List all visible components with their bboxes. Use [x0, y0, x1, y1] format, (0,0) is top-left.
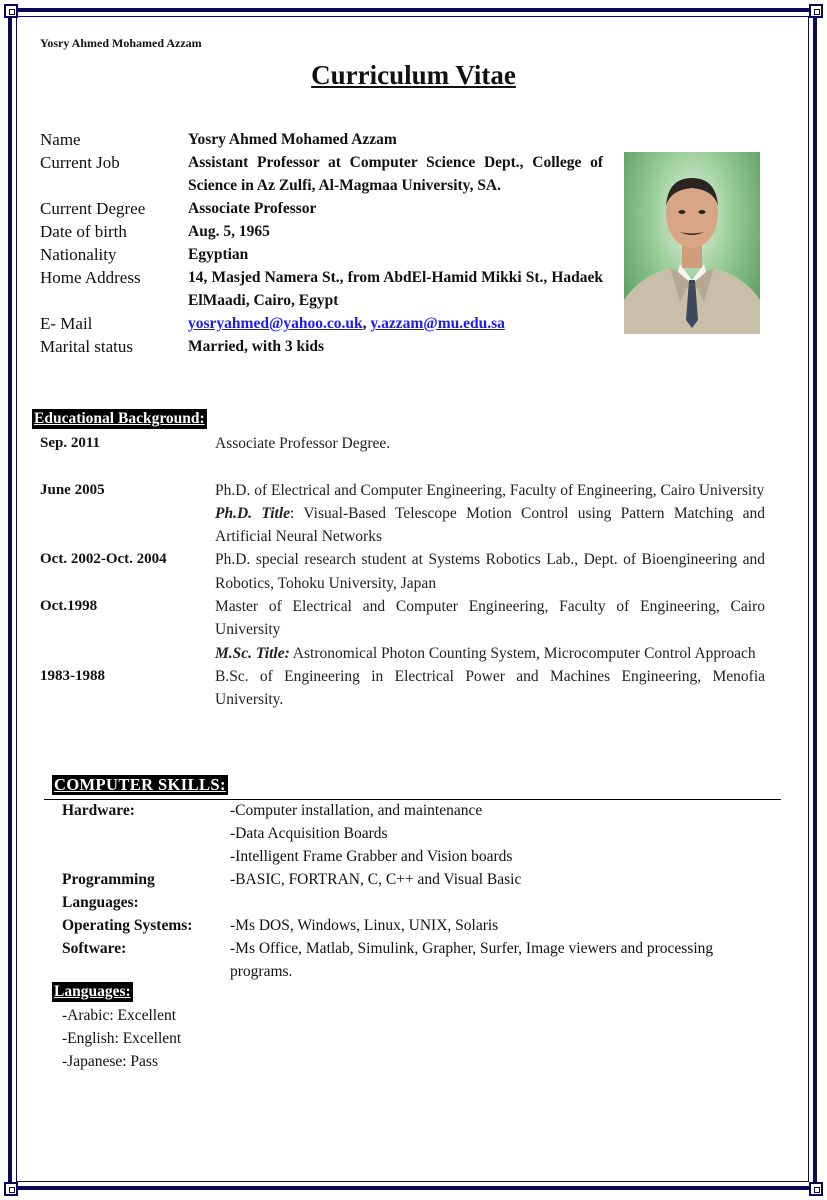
info-value: Married, with 3 kids	[188, 338, 325, 355]
info-label: Current Job	[40, 153, 120, 172]
education-desc: Ph.D. special research student at Systems Robotics Lab., Dept. of Bioengineering and Robotics, Tohoku University, Japan	[215, 551, 765, 592]
skill-label: Operating Systems:	[62, 917, 193, 934]
education-entry	[40, 432, 765, 455]
skill-item: -BASIC, FORTRAN, C, C++ and Visual Basic	[230, 871, 522, 888]
personal-info	[40, 128, 603, 358]
education-thesis	[215, 502, 765, 549]
info-row-nationality	[40, 243, 603, 266]
skill-values	[230, 799, 774, 868]
skill-values	[230, 914, 774, 937]
info-label: Marital status	[40, 337, 134, 356]
info-value	[188, 312, 603, 335]
languages-list	[62, 1004, 181, 1073]
education-heading: Educational Background:	[34, 410, 205, 427]
info-row-email	[40, 312, 603, 335]
email-link-yahoo[interactable]: yosryahmed@yahoo.co.uk	[188, 315, 363, 332]
profile-photo	[624, 152, 760, 334]
skill-item: -Computer installation, and maintenance	[230, 802, 483, 819]
info-value: Assistant Professor at Computer Science Dept., College of Science in Az Zulfi, Al-Magmaa University, SA.	[188, 154, 603, 194]
info-row-marital-status	[40, 335, 603, 358]
education-desc: Master of Electrical and Computer Engineering, Faculty of Engineering, Cairo University	[215, 598, 765, 639]
education-date: Oct. 2002-Oct. 2004	[40, 551, 167, 568]
skill-item: -Ms Office, Matlab, Simulink, Grapher, Surfer, Image viewers and processing programs.	[230, 940, 714, 980]
info-value: Associate Professor	[188, 200, 317, 217]
education-date: 1983-1988	[40, 667, 105, 684]
skill-item: -Intelligent Frame Grabber and Vision boards	[230, 848, 513, 865]
education-entry	[40, 479, 765, 549]
corner-ornament	[809, 1182, 823, 1196]
thesis-title-sep: :	[290, 504, 295, 522]
corner-ornament	[809, 4, 823, 18]
skill-row-os	[62, 914, 774, 937]
page-title: Curriculum Vitae	[311, 60, 516, 90]
info-row-current-job	[40, 151, 603, 197]
skills-heading: COMPUTER SKILLS:	[54, 775, 226, 794]
skill-row-hardware	[62, 799, 774, 868]
info-label: Date of birth	[40, 222, 127, 241]
info-row-name	[40, 128, 603, 151]
education-thesis	[215, 642, 765, 665]
info-label: Home Address	[40, 268, 141, 287]
language-item: -English: Excellent	[62, 1030, 182, 1047]
education-entry	[40, 595, 765, 665]
skill-item: -Ms DOS, Windows, Linux, UNIX, Solaris	[230, 917, 499, 934]
education-date: June 2005	[40, 481, 105, 498]
info-row-home-address	[40, 266, 603, 312]
skill-item: -Data Acquisition Boards	[230, 825, 388, 842]
thesis-title-label: Ph.D. Title	[215, 504, 291, 522]
email-link-mu[interactable]: y.azzam@mu.edu.sa	[370, 315, 505, 332]
skill-label: Hardware:	[62, 802, 135, 819]
skill-label: Software:	[62, 940, 127, 957]
skill-values	[230, 868, 774, 914]
skills-list	[62, 799, 774, 983]
header-name: Yosry Ahmed Mohamed Azzam	[40, 36, 202, 50]
info-label: Name	[40, 130, 81, 149]
info-value: Egyptian	[188, 246, 249, 263]
education-date: Sep. 2011	[40, 435, 101, 451]
education-date: Oct.1998	[40, 598, 98, 615]
skill-values	[230, 937, 774, 983]
skill-label: Programming Languages:	[62, 871, 155, 911]
education-entry	[40, 665, 765, 712]
info-label: E- Mail	[40, 314, 93, 333]
education-desc: B.Sc. of Engineering in Electrical Power and Machines Engineering, Menofia University.	[215, 667, 765, 709]
education-desc-block	[215, 595, 765, 665]
education-desc-block	[215, 479, 765, 549]
info-row-date-of-birth	[40, 220, 603, 243]
thesis-title-text: Astronomical Photon Counting System, Microcomputer Control Approach	[289, 644, 756, 662]
thesis-title-text: Visual-Based Telescope Motion Control using Pattern Matching and Artificial Neural Networks	[215, 504, 765, 546]
info-value: Aug. 5, 1965	[188, 223, 270, 240]
corner-ornament	[4, 4, 18, 18]
info-row-current-degree	[40, 197, 603, 220]
education-desc: Associate Professor Degree.	[215, 435, 391, 452]
thesis-title-label: M.Sc. Title:	[215, 644, 290, 662]
education-desc: Ph.D. of Electrical and Computer Engineering, Faculty of Engineering, Cairo University	[215, 481, 765, 499]
info-value: Yosry Ahmed Mohamed Azzam	[188, 131, 397, 148]
education-entry	[40, 548, 765, 595]
info-value: 14, Masjed Namera St., from AbdEl-Hamid Mikki St., Hadaek ElMaadi, Cairo, Egypt	[188, 269, 603, 309]
info-label: Nationality	[40, 245, 117, 264]
languages-heading: Languages:	[54, 983, 131, 1000]
email-separator: ,	[362, 315, 371, 332]
corner-ornament	[4, 1182, 18, 1196]
education-list	[40, 432, 765, 712]
skill-row-programming	[62, 868, 774, 914]
language-item: -Arabic: Excellent	[62, 1007, 177, 1024]
info-label: Current Degree	[40, 199, 146, 218]
language-item: -Japanese: Pass	[62, 1053, 158, 1070]
skill-row-software	[62, 937, 774, 983]
portrait-illustration	[624, 152, 760, 334]
